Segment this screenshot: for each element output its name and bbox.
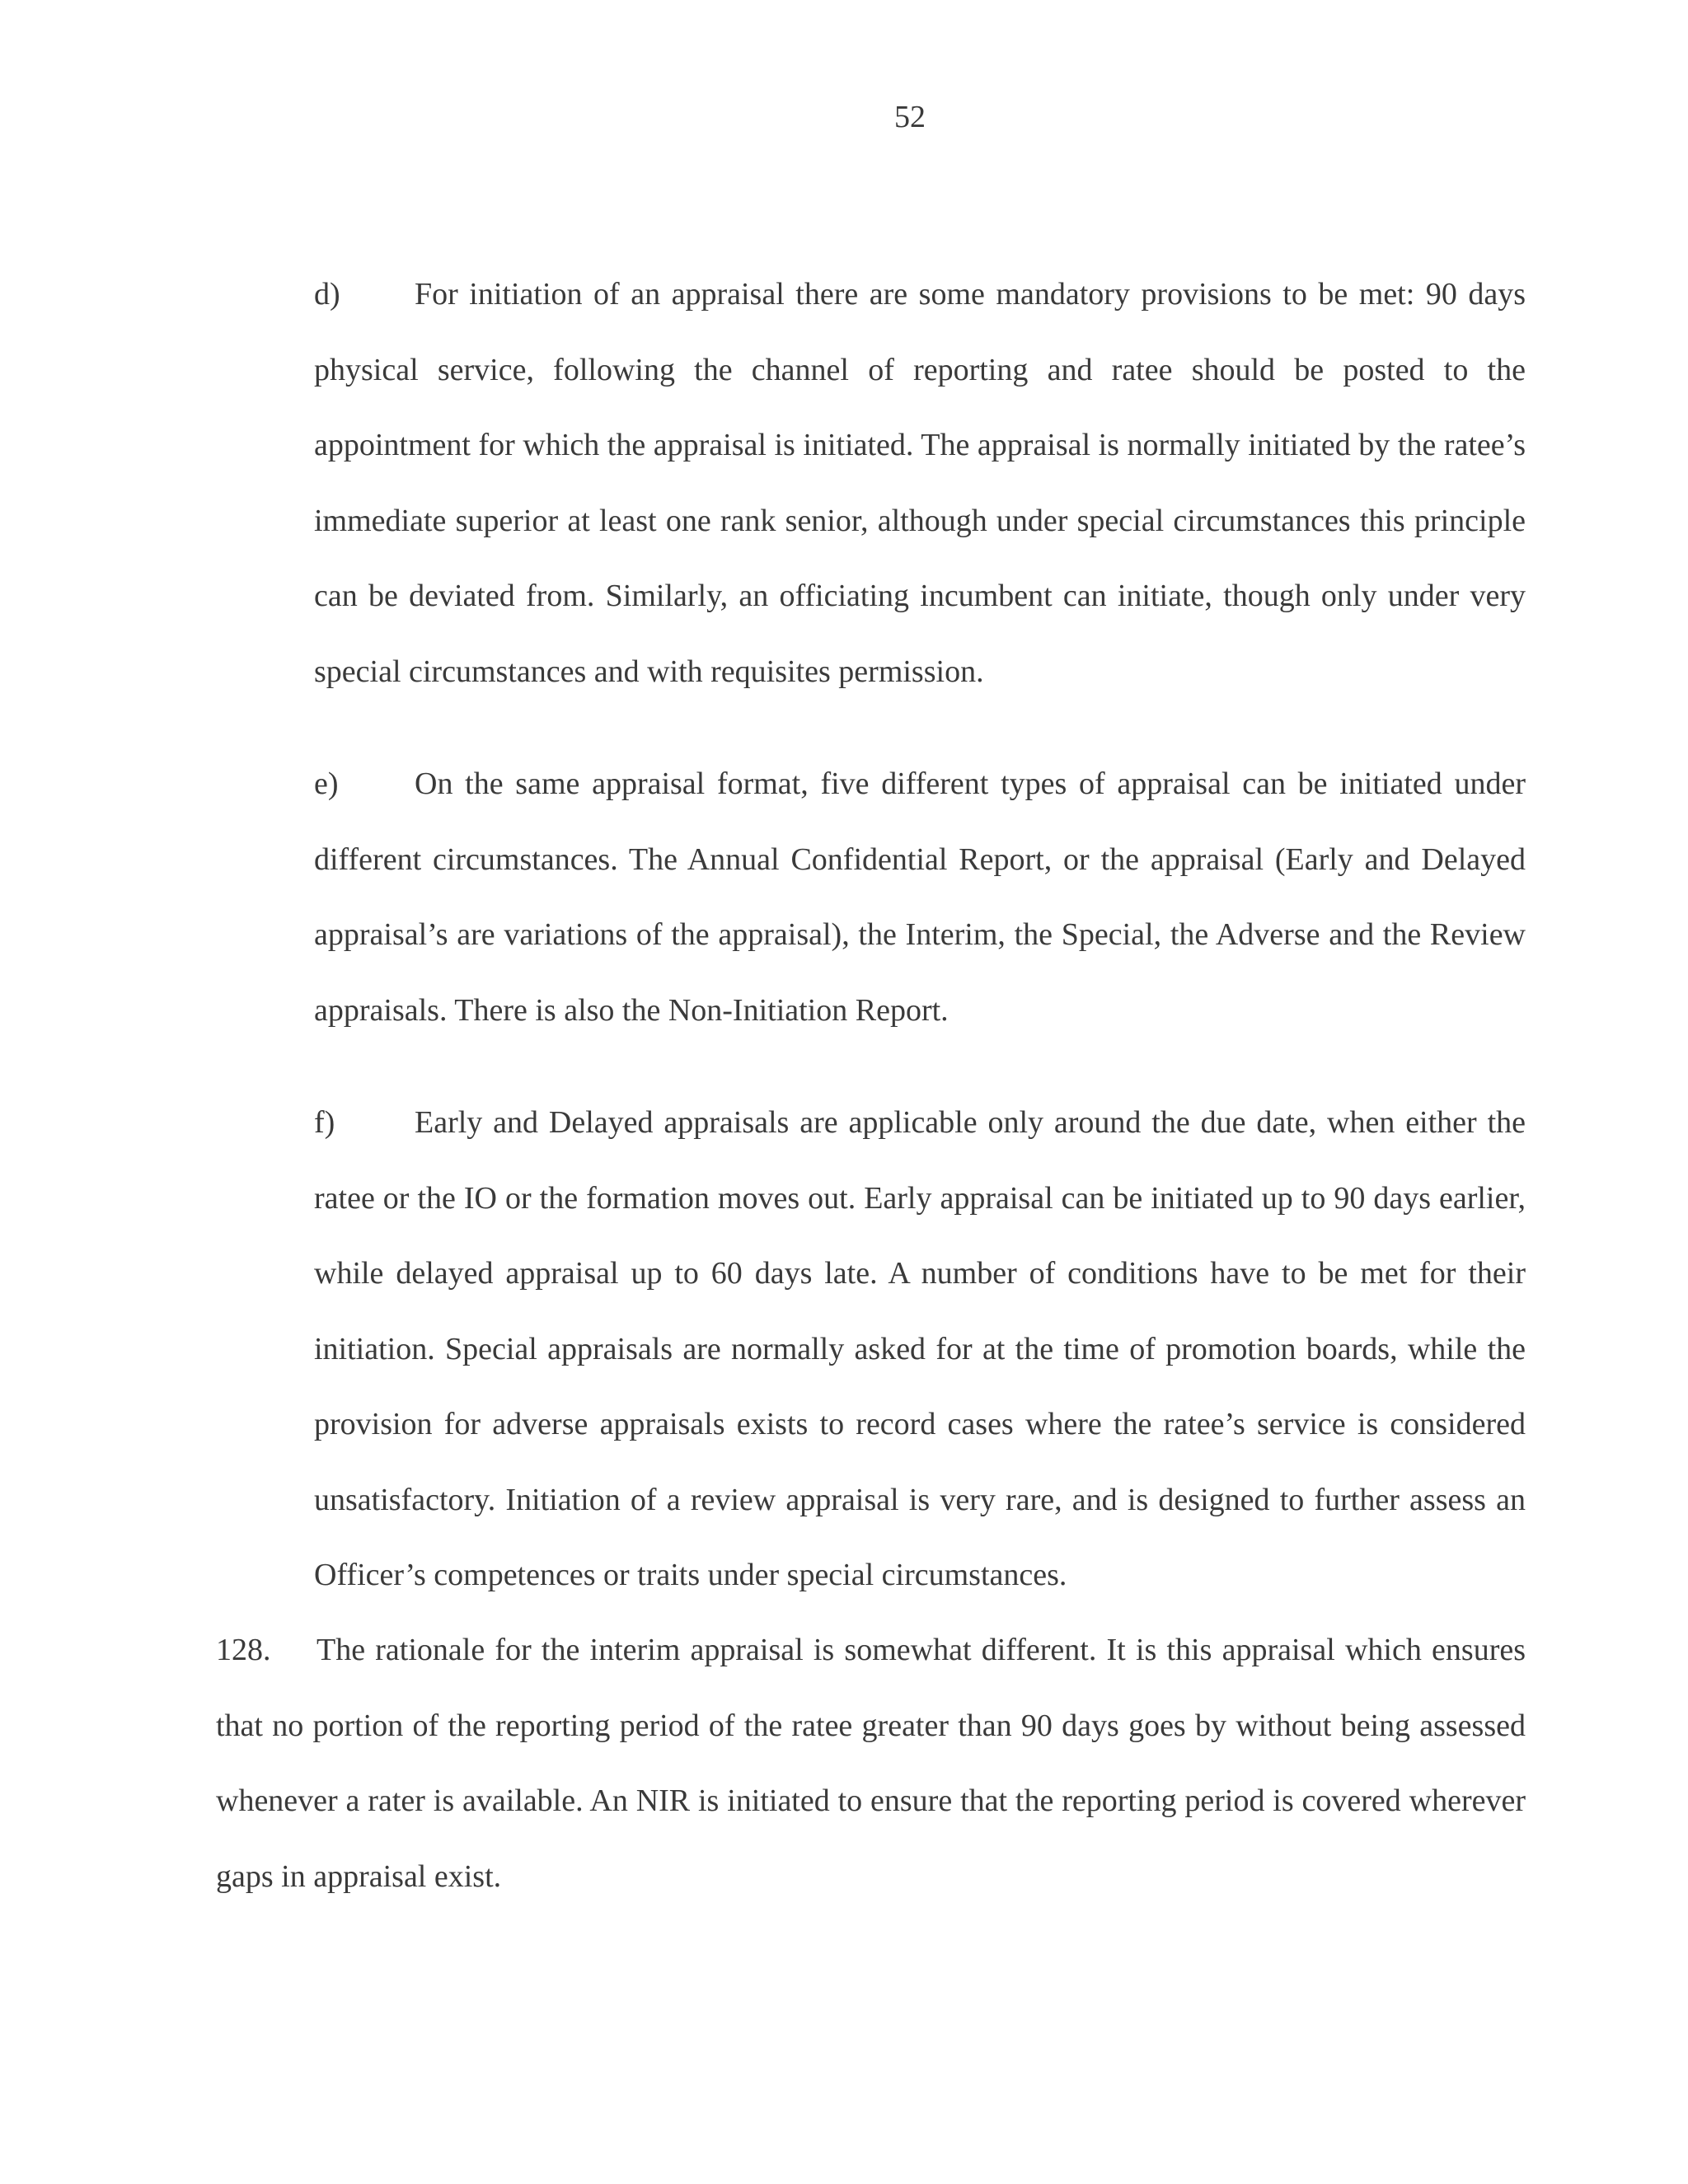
paragraph-text: The rationale for the interim appraisal is somewhat different. It is this appraisal which ensures that no portion of the reporting period of the ratee greater than 90 days goes by without being assessed whenever a rater is available. An NIR is initiated to ensure that the reporting period is covered wherever gaps in appraisal exist.: [216, 1633, 1526, 1894]
paragraph-128: [216, 1613, 1526, 1915]
page-number: 52: [894, 100, 926, 134]
paragraph-number: 128.: [216, 1633, 271, 1667]
paragraph-text: For initiation of an appraisal there are some mandatory provisions to be met: 90 days physical service, following the channel of reporting and ratee should be posted to the appointment for which the appraisal is initiated. The appraisal is normally initiated by the ratee’s immediate superior at least one rank senior, although under special circumstances this principle can be deviated from. Similarly, an officiating incumbent can initiate, though only under very special circumstances and with requisites permission.: [314, 277, 1526, 689]
paragraph-marker: e): [314, 766, 339, 801]
paragraph-e: [314, 747, 1526, 1048]
paragraph-d: [314, 257, 1526, 710]
paragraph-marker: f): [314, 1105, 335, 1140]
paragraph-marker: d): [314, 277, 340, 312]
paragraph-f: [314, 1085, 1526, 1614]
paragraph-text: On the same appraisal format, five different types of appraisal can be initiated under different circumstances. The Annual Confidential Report, or the appraisal (Early and Delayed appraisal’s are variations of the appraisal), the Interim, the Special, the Adverse and the Review appraisals. There is also the Non-Initiation Report.: [314, 766, 1526, 1028]
paragraph-text: Early and Delayed appraisals are applicable only around the due date, when either the ratee or the IO or the formation moves out. Early appraisal can be initiated up to 90 days earlier, while delayed appraisal up to 60 days late. A number of conditions have to be met for their initiation. Special appraisals are normally asked for at the time of promotion boards, while the provision for adverse appraisals exists to record cases where the ratee’s service is considered unsatisfactory. Initiation of a review appraisal is very rare, and is designed to further assess an Officer’s competences or traits under special circumstances.: [314, 1105, 1526, 1592]
